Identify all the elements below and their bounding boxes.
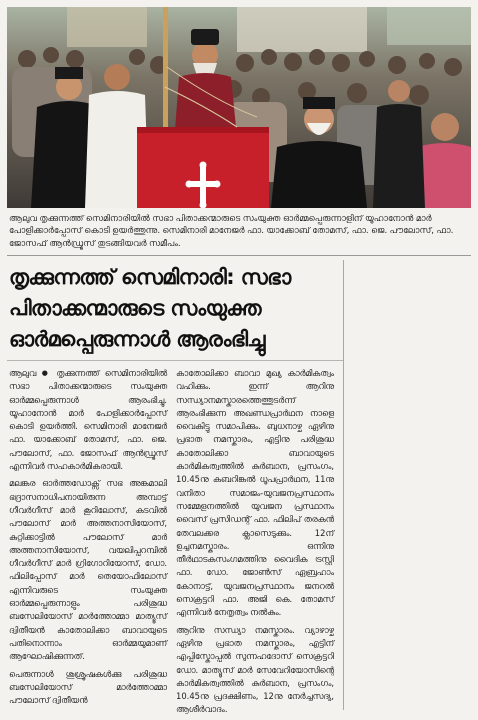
paragraph-text: തൃക്കുന്നത്ത് സെമിനാരിയിൽ സഭാ പിതാക്കന്മാരുടെ സംയുക്ത ഓർമ്മപ്പെരുന്നാൾ ആരംഭിച്ചു. യൂഹാനോൻ മാർ പോളിക്കാർപ്പോസ് കൊടി ഉയർത്തി. സെമിനാരി മാനേജർ ഫാ. യാക്കോബ് തോമസ്, ഫാ. ജെ. പൗലോസ്, ഫാ. ജോസഫ് ആൻഡ്രൂസ് എന്നിവർ സഹകാർമികരായി. [9,368,168,472]
news-photo [7,7,471,208]
dateline: ആലുവ [9,368,37,378]
article-headline: തൃക്കുന്നത്ത് സെമിനാരി: സഭാ പിതാക്കന്മാരുടെ സംയുക്ത ഓർമപ്പെരുന്നാൾ ആരംഭിച്ചു [9,265,291,351]
article-paragraph: കാതോലിക്കാ ബാവാ മുഖ്യ കാർമികത്വം വഹിക്കും. ഇന്ന് ആറിനു സന്ധ്യാനമസ്കാരത്തെത്തുടർന്ന് ആരംഭിക്കുന്ന അഖണ്ഡപ്രാർഥന നാളെ വൈകിട്ടു സമാപിക്കും. ബുധനാഴ്ച ഏഴിനു പ്രഭാത നമസ്കാരം, എട്ടിനു പരിശുദ്ധ കാതോലിക്കാ ബാവായുടെ കാർമികത്വത്തിൽ കുർബാന, പ്രസംഗം, 10.45നു കബറിങ്കൽ ധൂപപ്രാർഥന, 11നു വനിതാ സമാജം-യുവജനപ്രസ്ഥാനം സമ്മേളനത്തിൽ യുവജന പ്രസ്ഥാനം വൈസ് പ്രസിഡന്റ് ഫാ. ഫിലിപ് തരകൻ തേവലക്കര ക്ലാസെടുക്കും. 12ന് ഉച്ചനമസ്കാരം. ഒന്നിനു തീർഥാടകസംഗമത്തിനു വൈദിക ട്രസ്റ്റി ഫാ. ഡോ. ജോൺസ് ഏബ്രഹാം കോനാട്ട്, യുവജനപ്രസ്ഥാനം ജനറൽ സെക്രട്ടറി ഫാ. അജി കെ. തോമസ് എന്നിവർ നേതൃത്വം നൽകും. [176,368,334,618]
article-column-1 [9,367,167,708]
article-paragraph: ആറിനു സന്ധ്യാ നമസ്കാരം. വ്യാഴാഴ്ച ഏഴിനു പ്രഭാത നമസ്കാരം, എട്ടിന് എപ്പിസ്കോപ്പൽ സുന്നഹദോസ് സെക്രട്ടറി ഡോ. മാത്യൂസ് മാർ സേവേറിയോസിന്റെ കാർമികത്വത്തിൽ കുർബാന, പ്രസംഗം, 10.45നു പ്രദക്ഷിണം, 12നു നേർച്ചസദ്യ, ആശീർവാദം. [176,624,334,715]
column-divider [343,260,344,710]
article-paragraph: മലങ്കര ഓർത്തഡോക്സ് സഭ അങ്കമാലി ഭദ്രാസനാധിപനായിരുന്ന അമ്പാട്ട് ഗീവർഗീസ് മാർ കൂറിലോസ്, കടവിൽ പൗലോസ് മാർ അത്തനാസിയോസ്, കുറ്റിക്കാട്ടിൽ പൗലോസ് മാർ അത്തനാസിയോസ്, വയലിപ്പറമ്പിൽ ഗീവർഗീസ് മാർ ഗ്രിഗോറിയോസ്, ഡോ. ഫിലിപ്പോസ് മാർ തെയോഫിലോസ് എന്നിവരുടെ സംയുക്ത ഓർമ്മപ്പെരുന്നാളും പരിശുദ്ധ ബസേലിയോസ് മാർത്തോമ്മാ മാത്യൂസ് ദ്വിതീയൻ കാതോലിക്കാ ബാവായുടെ പതിനൊന്നാം ഓർമ്മയുമാണ് ആഘോഷിക്കുന്നത്. [9,478,167,662]
article-column-2 [176,367,334,718]
article-paragraph [9,367,167,473]
photo-illustration [7,7,471,208]
article-paragraph: പെരുന്നാൾ ശുശ്രൂഷകൾക്കു പരിശുദ്ധ ബസേലിയോസ് മാർത്തോമ്മാ പൗലോസ് ദ്വിതീയൻ [9,668,167,706]
bullet-icon: ● [41,369,51,377]
blank-area [346,262,471,710]
divider-line [7,255,471,256]
headline-divider [7,360,343,361]
photo-caption: ആലുവ തൃക്കുന്നത്ത് സെമിനാരിയിൽ സഭാ പിതാക്കന്മാരുടെ സംയുക്ത ഓർമ്മപ്പെരുന്നാളിന് യൂഹാനോൻ മാർ പോളിക്കാർപ്പോസ് കൊടി ഉയർത്തുന്നു. സെമിനാരി മാനേജർ ഫാ. യാക്കോബ് തോമസ്, ഫാ. ജെ. പൗലോസ്, ഫാ. ജോസഫ് ആൻഡ്രൂസ് തുടങ്ങിയവർ സമീപം. [9,214,454,249]
